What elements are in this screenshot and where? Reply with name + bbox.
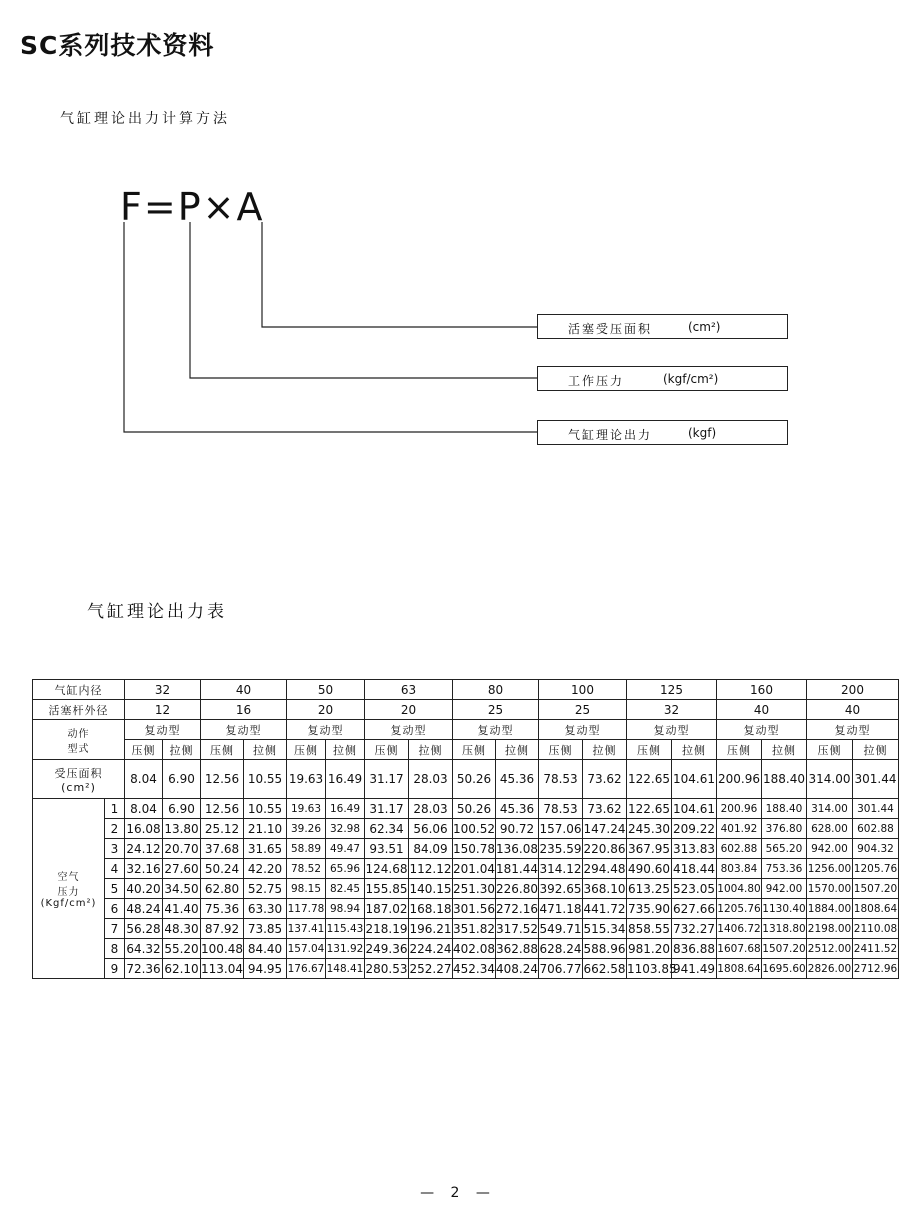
force-value: 2411.52	[853, 939, 899, 959]
pressure-label-line1: 空气	[57, 872, 80, 883]
method-section-title: 气缸理论出力计算方法	[60, 111, 230, 127]
force-value: 317.52	[496, 919, 539, 939]
force-value: 2712.96	[853, 959, 899, 979]
force-value: 613.25	[627, 879, 672, 899]
pressure-row	[33, 899, 899, 919]
force-value: 136.08	[496, 839, 539, 859]
force-value: 56.28	[125, 919, 163, 939]
action-type: 复动型	[453, 720, 539, 740]
force-value: 1256.00	[807, 859, 853, 879]
force-value: 549.71	[539, 919, 583, 939]
pressure-value: 2	[105, 819, 125, 839]
formula: F=P×A	[120, 185, 265, 229]
pressure-row	[33, 839, 899, 859]
force-value: 362.88	[496, 939, 539, 959]
force-value: 294.48	[583, 859, 627, 879]
force-value: 58.89	[287, 839, 326, 859]
pull-side-header: 拉侧	[326, 740, 365, 760]
force-value: 62.10	[163, 959, 201, 979]
force-value: 858.55	[627, 919, 672, 939]
bore-value: 125	[627, 680, 717, 700]
force-value: 181.44	[496, 859, 539, 879]
pull-side-header: 拉侧	[583, 740, 627, 760]
force-value: 87.92	[201, 919, 244, 939]
pressure-row	[33, 879, 899, 899]
document-title: SC系列技术资料	[20, 31, 215, 60]
force-value: 1570.00	[807, 879, 853, 899]
force-value: 226.80	[496, 879, 539, 899]
pressure-label-line3: (Kgf/cm²)	[40, 898, 97, 909]
force-value: 235.59	[539, 839, 583, 859]
force-value: 62.80	[201, 879, 244, 899]
force-value: 157.06	[539, 819, 583, 839]
force-value: 602.88	[853, 819, 899, 839]
action-label-line1: 动作	[67, 728, 90, 740]
area-value: 28.03	[409, 760, 453, 799]
force-value: 24.12	[125, 839, 163, 859]
force-value: 272.16	[496, 899, 539, 919]
force-value: 155.85	[365, 879, 409, 899]
table-title: 气缸理论出力表	[87, 602, 227, 622]
force-value: 100.48	[201, 939, 244, 959]
force-value: 84.40	[244, 939, 287, 959]
force-value: 441.72	[583, 899, 627, 919]
force-value: 942.00	[807, 839, 853, 859]
area-value: 301.44	[853, 760, 899, 799]
force-value: 28.03	[409, 799, 453, 819]
area-value: 104.61	[672, 760, 717, 799]
pressure-value: 1	[105, 799, 125, 819]
pressure-value: 4	[105, 859, 125, 879]
force-value: 2198.00	[807, 919, 853, 939]
action-label-line2: 型式	[67, 743, 90, 755]
bore-value: 160	[717, 680, 807, 700]
force-value: 628.00	[807, 819, 853, 839]
bore-value: 100	[539, 680, 627, 700]
force-value: 245.30	[627, 819, 672, 839]
force-value: 2826.00	[807, 959, 853, 979]
label-pressure-unit: (kgf/cm²)	[663, 372, 719, 386]
force-value: 1607.68	[717, 939, 762, 959]
force-value: 753.36	[762, 859, 807, 879]
force-value: 48.24	[125, 899, 163, 919]
force-value: 252.27	[409, 959, 453, 979]
rod-value: 25	[539, 700, 627, 720]
force-value: 376.80	[762, 819, 807, 839]
force-value: 209.22	[672, 819, 717, 839]
force-value: 168.18	[409, 899, 453, 919]
pull-side-header: 拉侧	[672, 740, 717, 760]
force-value: 1103.85	[627, 959, 672, 979]
bore-value: 80	[453, 680, 539, 700]
force-value: 6.90	[163, 799, 201, 819]
force-value: 115.43	[326, 919, 365, 939]
force-value: 62.34	[365, 819, 409, 839]
force-value: 452.34	[453, 959, 496, 979]
force-value: 73.62	[583, 799, 627, 819]
pressure-value: 9	[105, 959, 125, 979]
force-value: 52.75	[244, 879, 287, 899]
force-value: 490.60	[627, 859, 672, 879]
force-table	[32, 679, 899, 979]
force-value: 98.15	[287, 879, 326, 899]
force-value: 2110.08	[853, 919, 899, 939]
force-value: 16.49	[326, 799, 365, 819]
label-box-force	[537, 420, 788, 445]
force-value: 1406.72	[717, 919, 762, 939]
force-value: 31.65	[244, 839, 287, 859]
pressure-row	[33, 919, 899, 939]
label-area-unit: (cm²)	[688, 320, 721, 334]
pull-side-header: 拉侧	[496, 740, 539, 760]
force-value: 13.80	[163, 819, 201, 839]
force-value: 84.09	[409, 839, 453, 859]
force-value: 368.10	[583, 879, 627, 899]
pressure-row	[33, 859, 899, 879]
rod-value: 20	[287, 700, 365, 720]
pressure-label-line2: 压力	[57, 887, 80, 898]
force-value: 72.36	[125, 959, 163, 979]
force-value: 662.58	[583, 959, 627, 979]
push-side-header: 压侧	[453, 740, 496, 760]
force-value: 75.36	[201, 899, 244, 919]
action-type: 复动型	[627, 720, 717, 740]
action-type: 复动型	[717, 720, 807, 740]
force-value: 523.05	[672, 879, 717, 899]
action-row	[33, 720, 899, 740]
force-value: 1808.64	[853, 899, 899, 919]
force-value: 49.47	[326, 839, 365, 859]
force-value: 78.53	[539, 799, 583, 819]
action-type: 复动型	[539, 720, 627, 740]
force-value: 1884.00	[807, 899, 853, 919]
area-value: 200.96	[717, 760, 762, 799]
area-value: 314.00	[807, 760, 853, 799]
force-value: 21.10	[244, 819, 287, 839]
force-value: 418.44	[672, 859, 717, 879]
bore-value: 40	[201, 680, 287, 700]
force-value: 301.56	[453, 899, 496, 919]
force-value: 39.26	[287, 819, 326, 839]
pressure-row	[33, 819, 899, 839]
force-value: 41.40	[163, 899, 201, 919]
force-value: 147.24	[583, 819, 627, 839]
force-value: 2512.00	[807, 939, 853, 959]
force-value: 224.24	[409, 939, 453, 959]
rod-value: 40	[717, 700, 807, 720]
force-value: 124.68	[365, 859, 409, 879]
force-value: 34.50	[163, 879, 201, 899]
force-value: 31.17	[365, 799, 409, 819]
force-value: 1205.76	[717, 899, 762, 919]
force-value: 602.88	[717, 839, 762, 859]
force-value: 19.63	[287, 799, 326, 819]
force-value: 48.30	[163, 919, 201, 939]
force-value: 100.52	[453, 819, 496, 839]
area-label-line2: (cm²)	[61, 780, 96, 794]
area-value: 19.63	[287, 760, 326, 799]
rod-value: 25	[453, 700, 539, 720]
force-value: 113.04	[201, 959, 244, 979]
action-type: 复动型	[287, 720, 365, 740]
area-value: 45.36	[496, 760, 539, 799]
action-label	[33, 720, 125, 760]
force-value: 942.00	[762, 879, 807, 899]
force-value: 515.34	[583, 919, 627, 939]
force-value: 45.36	[496, 799, 539, 819]
force-value: 565.20	[762, 839, 807, 859]
area-value: 50.26	[453, 760, 496, 799]
force-value: 122.65	[627, 799, 672, 819]
force-value: 1130.40	[762, 899, 807, 919]
area-value: 6.90	[163, 760, 201, 799]
force-value: 148.41	[326, 959, 365, 979]
force-value: 732.27	[672, 919, 717, 939]
force-value: 64.32	[125, 939, 163, 959]
pull-side-header: 拉侧	[244, 740, 287, 760]
pressure-row	[33, 939, 899, 959]
action-type: 复动型	[807, 720, 899, 740]
force-value: 140.15	[409, 879, 453, 899]
force-value: 157.04	[287, 939, 326, 959]
push-side-header: 压侧	[365, 740, 409, 760]
area-value: 10.55	[244, 760, 287, 799]
force-value: 401.92	[717, 819, 762, 839]
force-value: 1507.20	[762, 939, 807, 959]
rod-row	[33, 700, 899, 720]
push-side-header: 压侧	[125, 740, 163, 760]
force-value: 314.00	[807, 799, 853, 819]
area-row	[33, 760, 899, 799]
rod-value: 20	[365, 700, 453, 720]
force-value: 735.90	[627, 899, 672, 919]
push-side-header: 压侧	[201, 740, 244, 760]
bore-value: 50	[287, 680, 365, 700]
force-value: 280.53	[365, 959, 409, 979]
force-value: 981.20	[627, 939, 672, 959]
force-value: 941.49	[672, 959, 717, 979]
area-value: 16.49	[326, 760, 365, 799]
force-value: 196.21	[409, 919, 453, 939]
push-side-header: 压侧	[287, 740, 326, 760]
force-value: 200.96	[717, 799, 762, 819]
force-value: 104.61	[672, 799, 717, 819]
leader-line-pressure	[190, 222, 537, 378]
rod-value: 16	[201, 700, 287, 720]
force-value: 137.41	[287, 919, 326, 939]
bore-value: 200	[807, 680, 899, 700]
pressure-row	[33, 799, 899, 819]
force-value: 1808.64	[717, 959, 762, 979]
force-value: 40.20	[125, 879, 163, 899]
rod-value: 32	[627, 700, 717, 720]
force-value: 301.44	[853, 799, 899, 819]
rod-label: 活塞杆外径	[33, 700, 125, 720]
force-value: 78.52	[287, 859, 326, 879]
force-value: 803.84	[717, 859, 762, 879]
force-value: 94.95	[244, 959, 287, 979]
force-value: 1318.80	[762, 919, 807, 939]
force-value: 16.08	[125, 819, 163, 839]
force-value: 836.88	[672, 939, 717, 959]
bore-row	[33, 680, 899, 700]
area-value: 8.04	[125, 760, 163, 799]
push-side-header: 压侧	[807, 740, 853, 760]
force-value: 65.96	[326, 859, 365, 879]
pressure-value: 3	[105, 839, 125, 859]
action-type: 复动型	[365, 720, 453, 740]
force-value: 27.60	[163, 859, 201, 879]
force-value: 313.83	[672, 839, 717, 859]
force-value: 218.19	[365, 919, 409, 939]
force-value: 188.40	[762, 799, 807, 819]
pull-side-header: 拉侧	[409, 740, 453, 760]
force-value: 176.67	[287, 959, 326, 979]
force-value: 588.96	[583, 939, 627, 959]
force-value: 904.32	[853, 839, 899, 859]
label-pressure-text: 工作压力	[568, 374, 625, 388]
push-side-header: 压侧	[539, 740, 583, 760]
pull-side-header: 拉侧	[853, 740, 899, 760]
force-value: 56.06	[409, 819, 453, 839]
force-value: 25.12	[201, 819, 244, 839]
force-value: 82.45	[326, 879, 365, 899]
force-value: 8.04	[125, 799, 163, 819]
area-value: 12.56	[201, 760, 244, 799]
force-value: 706.77	[539, 959, 583, 979]
page-number: — 2 —	[420, 1185, 496, 1201]
leader-line-area	[262, 222, 537, 327]
force-value: 50.26	[453, 799, 496, 819]
force-value: 98.94	[326, 899, 365, 919]
force-value: 150.78	[453, 839, 496, 859]
pressure-value: 8	[105, 939, 125, 959]
label-force-unit: (kgf)	[688, 426, 717, 440]
force-value: 131.92	[326, 939, 365, 959]
area-value: 78.53	[539, 760, 583, 799]
force-value: 392.65	[539, 879, 583, 899]
force-value: 1695.60	[762, 959, 807, 979]
force-value: 1004.80	[717, 879, 762, 899]
force-value: 367.95	[627, 839, 672, 859]
label-box-pressure	[537, 366, 788, 391]
bore-label: 气缸内径	[33, 680, 125, 700]
label-force-text: 气缸理论出力	[568, 428, 653, 442]
action-type: 复动型	[125, 720, 201, 740]
pressure-value: 5	[105, 879, 125, 899]
force-value: 32.16	[125, 859, 163, 879]
pull-side-header: 拉侧	[163, 740, 201, 760]
force-value: 112.12	[409, 859, 453, 879]
force-value: 351.82	[453, 919, 496, 939]
force-value: 220.86	[583, 839, 627, 859]
label-area-text: 活塞受压面积	[568, 322, 653, 336]
force-value: 10.55	[244, 799, 287, 819]
force-value: 1205.76	[853, 859, 899, 879]
force-value: 1507.20	[853, 879, 899, 899]
area-value: 188.40	[762, 760, 807, 799]
force-value: 50.24	[201, 859, 244, 879]
push-side-header: 压侧	[717, 740, 762, 760]
force-value: 314.12	[539, 859, 583, 879]
force-value: 90.72	[496, 819, 539, 839]
force-value: 471.18	[539, 899, 583, 919]
force-value: 32.98	[326, 819, 365, 839]
bore-value: 63	[365, 680, 453, 700]
force-value: 251.30	[453, 879, 496, 899]
force-value: 117.78	[287, 899, 326, 919]
pressure-value: 6	[105, 899, 125, 919]
pressure-label	[33, 799, 105, 979]
force-value: 63.30	[244, 899, 287, 919]
area-value: 31.17	[365, 760, 409, 799]
force-value: 627.66	[672, 899, 717, 919]
area-value: 73.62	[583, 760, 627, 799]
rod-value: 12	[125, 700, 201, 720]
pressure-value: 7	[105, 919, 125, 939]
force-value: 628.24	[539, 939, 583, 959]
force-value: 93.51	[365, 839, 409, 859]
force-value: 201.04	[453, 859, 496, 879]
area-label	[33, 760, 125, 799]
force-value: 20.70	[163, 839, 201, 859]
force-value: 73.85	[244, 919, 287, 939]
bore-value: 32	[125, 680, 201, 700]
force-value: 37.68	[201, 839, 244, 859]
force-value: 408.24	[496, 959, 539, 979]
force-value: 249.36	[365, 939, 409, 959]
force-value: 12.56	[201, 799, 244, 819]
area-value: 122.65	[627, 760, 672, 799]
force-value: 187.02	[365, 899, 409, 919]
force-value: 402.08	[453, 939, 496, 959]
action-type: 复动型	[201, 720, 287, 740]
force-value: 42.20	[244, 859, 287, 879]
formula-leader-lines	[0, 0, 916, 460]
pull-side-header: 拉侧	[762, 740, 807, 760]
pressure-row	[33, 959, 899, 979]
area-label-line1: 受压面积	[54, 766, 103, 780]
force-value: 55.20	[163, 939, 201, 959]
side-row	[33, 740, 899, 760]
push-side-header: 压侧	[627, 740, 672, 760]
label-box-area	[537, 314, 788, 339]
rod-value: 40	[807, 700, 899, 720]
